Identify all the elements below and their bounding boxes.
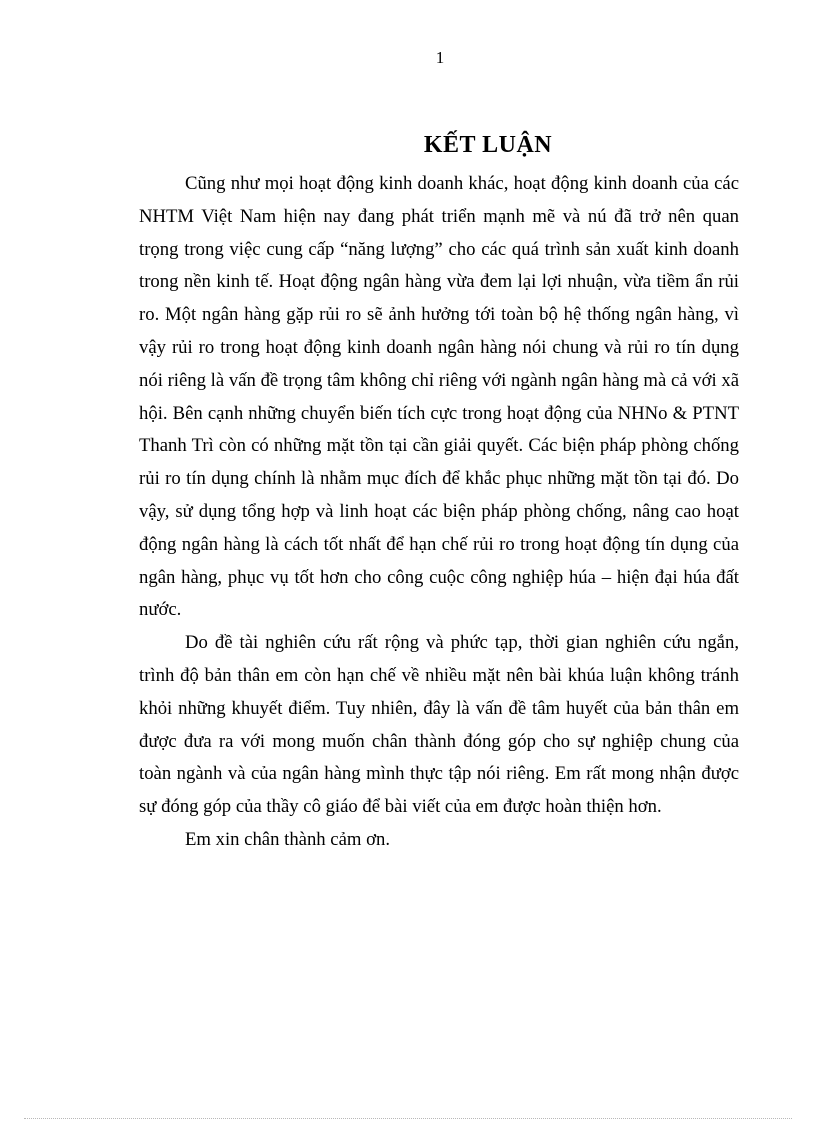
paragraph-conclusion-main: Cũng như mọi hoạt động kinh doanh khác, hoạt động kinh doanh của các NHTM Việt Nam hiện nay đang phát triển mạnh mẽ và nú đã trở nên quan trọng trong việc cung cấp “năng lượng” cho các quá trình sản xuất kinh doanh trong nền kinh tế. Hoạt động ngân hàng vừa đem lại lợi nhuận, vừa tiềm ẩn rủi ro. Một ngân hàng gặp rủi ro sẽ ảnh hưởng tới toàn bộ hệ thống ngân hàng, vì vậy rủi ro trong hoạt động kinh doanh ngân hàng nói chung và rủi ro tín dụng nói riêng là vấn đề trọng tâm không chỉ riêng với ngành ngân hàng mà cả với xã hội. Bên cạnh những chuyển biến tích cực trong hoạt động của NHNo & PTNT Thanh Trì còn có những mặt tồn tại cần giải quyết. Các biện pháp phòng chống rủi ro tín dụng chính là nhằm mục đích để khắc phục những mặt tồn tại đó. Do vậy, sử dụng tổng hợp và linh hoạt các biện pháp phòng chống, nâng cao hoạt động ngân hàng là cách tốt nhất để hạn chế rủi ro trong hoạt động tín dụng của ngân hàng, phục vụ tốt hơn cho công cuộc công nghiệp húa – hiện đại húa đất nước. [139,173,739,621]
document-body [139,130,739,857]
page-bottom-divider [24,1118,792,1119]
paragraph-thanks: Em xin chân thành cảm ơn. [185,828,391,850]
page-title: KẾT LUẬN [423,132,553,158]
paragraph-limitations: Do đề tài nghiên cứu rất rộng và phức tạp, thời gian nghiên cứu ngắn, trình độ bản thân em còn hạn chế về nhiều mặt nên bài khúa luận không tránh khỏi những khuyết điểm. Tuy nhiên, đây là vấn đề tâm huyết của bản thân em được đưa ra với mong muốn chân thành đóng góp cho sự nghiệp chung của toàn ngành và của ngân hàng mình thực tập nói riêng. Em rất mong nhận được sự đóng góp của thầy cô giáo để bài viết của em được hoàn thiện hơn. [139,632,739,818]
page-number: 1 [435,48,445,67]
